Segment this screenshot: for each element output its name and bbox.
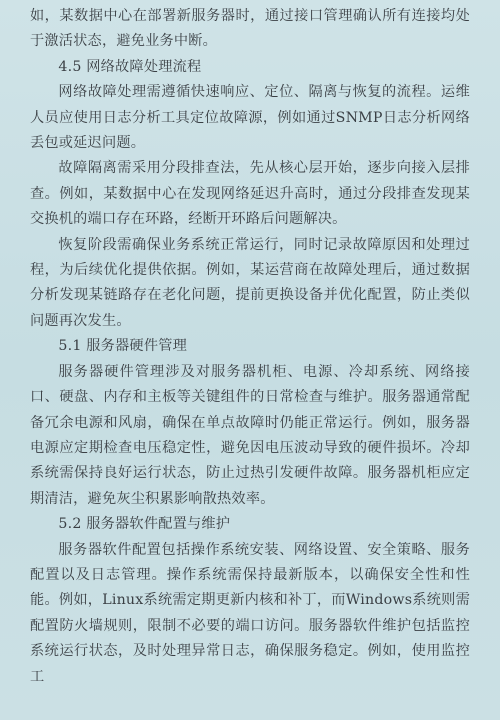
paragraph-recovery-phase: 恢复阶段需确保业务系统正常运行，同时记录故障原因和处理过程，为后续优化提供依据。例如，某运营商在故障处理后，通过数据分析发现某链路存在老化问题，提前更换设备并优化配置，防止类似问题再次发生。 <box>30 236 470 329</box>
paragraph-server-software: 服务器软件配置包括操作系统安装、网络设置、安全策略、服务配置以及日志管理。操作系统需保持最新版本，以确保安全性和性能。例如，Linux系统需定期更新内核和补丁，而Windows系统则需配置防火墙规则，限制不必要的端口访问。服务器软件维护包括监控系统运行状态，及时处理异常日志，确保服务稳定。例如，使用监控工 <box>30 541 470 685</box>
paragraph-network-fault-process: 网络故障处理需遵循快速响应、定位、隔离与恢复的流程。运维人员应使用日志分析工具定位故障源，例如通过SNMP日志分析网络丢包或延迟问题。 <box>30 84 470 152</box>
section-heading-4-5: 4.5 网络故障处理流程 <box>58 58 202 75</box>
paragraph-server-hardware: 服务器硬件管理涉及对服务器机柜、电源、冷却系统、网络接口、硬盘、内存和主板等关键组件的日常检查与维护。服务器通常配备冗余电源和风扇，确保在单点故障时仍能正常运行。例如，服务器电源应定期检查电压稳定性，避免因电压波动导致的硬件损坏。冷却系统需保持良好运行状态，防止过热引发硬件故障。服务器机柜应定期清洁，避免灰尘积累影响散热效率。 <box>30 363 470 507</box>
section-heading-5-2: 5.2 服务器软件配置与维护 <box>58 516 231 533</box>
paragraph-fault-isolation: 故障隔离需采用分段排查法，先从核心层开始，逐步向接入层排查。例如，某数据中心在发现网络延迟升高时，通过分段排查发现某交换机的端口存在环路，经断开环路后问题解决。 <box>30 160 470 228</box>
section-heading-5-1: 5.1 服务器硬件管理 <box>58 338 187 355</box>
paragraph-continuation: 如，某数据中心在部署新服务器时，通过接口管理确认所有连接均处于激活状态，避免业务中断。 <box>30 8 470 50</box>
